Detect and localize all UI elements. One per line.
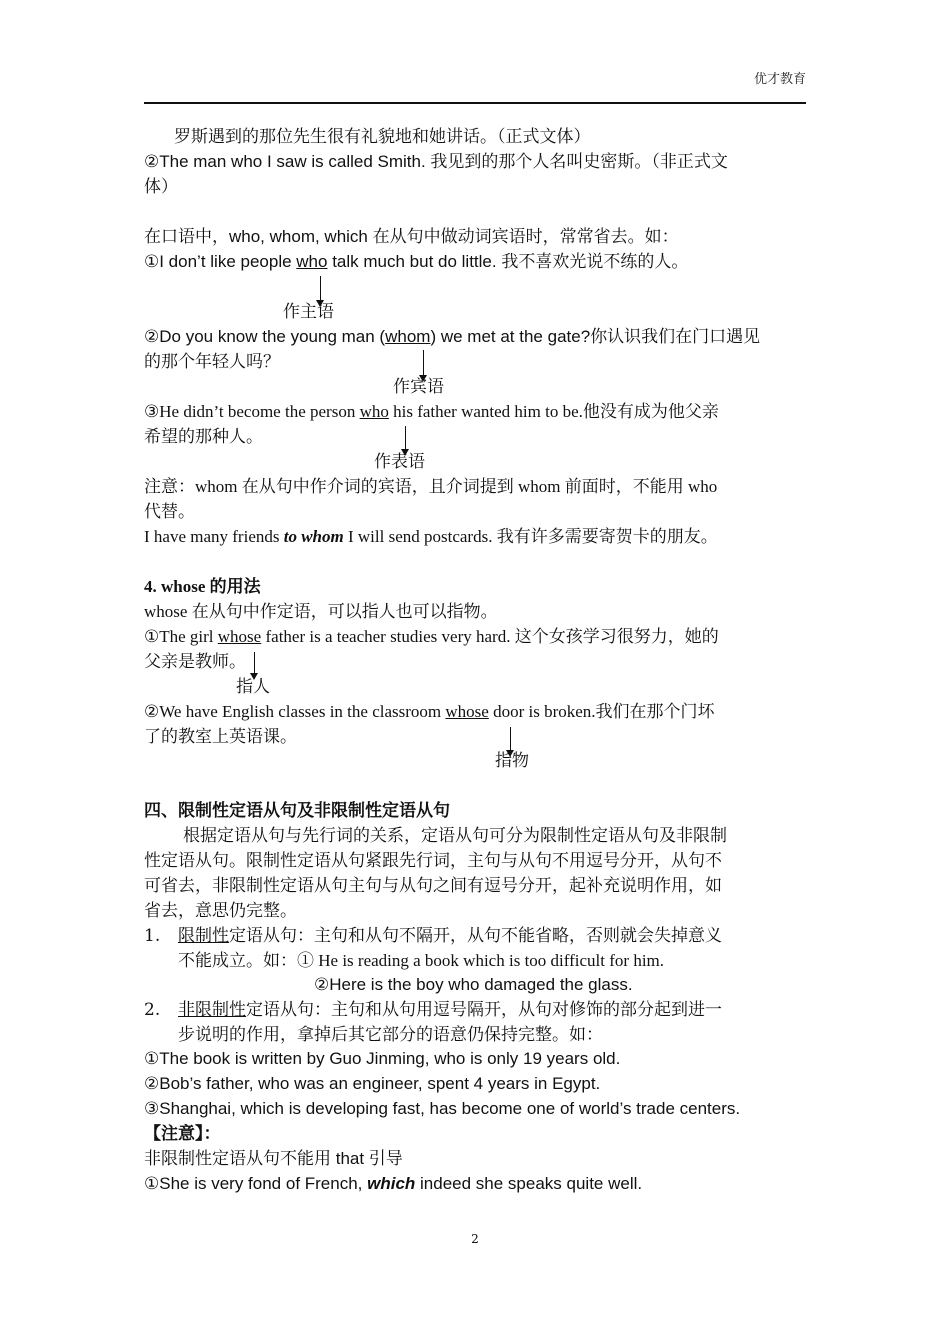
text-line: 父亲是教师。: [144, 652, 246, 672]
text-line: ②Here is the boy who damaged the glass.: [314, 975, 633, 994]
underlined-word: 限制性: [178, 926, 229, 946]
text-line: 根据定语从句与先行词的关系，定语从句可分为限制性定语从句及非限制: [183, 826, 727, 846]
example-line: ③Shanghai, which is developing fast, has become one of world’s trade centers.: [144, 1099, 741, 1118]
underlined-word: who: [296, 252, 328, 271]
header-title: 优才教育: [753, 72, 806, 87]
annotation-note: 作主语: [283, 302, 334, 322]
example-line: ②Do you know the young man (whom) we met at the gate?你认识我们在门口遇见: [144, 327, 761, 346]
text-line: 的那个年轻人吗？: [144, 352, 280, 372]
text-line: 可省去，非限制性定语从句主句与从句之间有逗号分开，起补充说明作用，如: [144, 876, 722, 896]
list-item: 限制性定语从句：主句和从句不隔开，从句不能省略，否则就会失掉意义: [178, 926, 722, 946]
annotation-note: 指物: [495, 751, 529, 771]
example-line: ①I don’t like people who talk much but do little. 我不喜欢光说不练的人。: [144, 252, 689, 271]
text-line: 步说明的作用，拿掉后其它部分的语意仍保持完整。如：: [178, 1025, 603, 1045]
list-item-number: 1.: [144, 926, 161, 946]
example-line: ③He didn’t become the person who his father wanted him to be.他没有成为他父亲: [144, 402, 719, 421]
example-line: ①She is very fond of French, which indeed she speaks quite well.: [144, 1174, 643, 1193]
example-line: ①The book is written by Guo Jinming, who is only 19 years old.: [144, 1049, 621, 1068]
list-item: 非限制性定语从句：主句和从句用逗号隔开，从句对修饰的部分起到进一: [178, 1000, 722, 1020]
header-rule: [144, 102, 806, 104]
example-line: ①The girl whose father is a teacher studies very hard. 这个女孩学习很努力，她的: [144, 627, 719, 646]
text-line: 注意：whom 在从句中作介词的宾语，且介词提到 whom 前面时，不能用 who: [144, 477, 718, 496]
annotation-note: 作表语: [374, 452, 425, 472]
text-line: 体）: [144, 177, 178, 197]
underlined-word: whose: [217, 627, 262, 646]
page-number: 2: [471, 1232, 479, 1246]
underlined-word: who: [359, 402, 389, 421]
annotation-note: 作宾语: [393, 377, 444, 397]
text-line: 性定语从句。限制性定语从句紧跟先行词，主句与从句不用逗号分开，从句不: [144, 851, 722, 871]
attention-heading: 【注意】：: [144, 1124, 221, 1144]
text-line: 希望的那种人。: [144, 427, 263, 447]
annotation-note: 指人: [236, 677, 270, 697]
section-heading: 四、限制性定语从句及非限制性定语从句: [144, 801, 450, 821]
example-line: ②Bob’s father, who was an engineer, spent 4 years in Egypt.: [144, 1074, 601, 1093]
list-item-number: 2.: [144, 1000, 161, 1020]
text-line: 在口语中，who, whom, which 在从句中做动词宾语时，常常省去。如：: [144, 227, 679, 246]
text-line: 罗斯遇到的那位先生很有礼貌地和她讲话。（正式文体）: [174, 127, 591, 147]
text-line: 代替。: [144, 502, 195, 522]
text-line: 不能成立。如：① He is reading a book which is too difficult for him.: [178, 951, 665, 970]
text-line: 了的教室上英语课。: [144, 727, 297, 747]
example-line: I have many friends to whom I will send postcards. 我有许多需要寄贺卡的朋友。: [144, 527, 718, 546]
section-heading: 4. whose 的用法: [144, 577, 261, 596]
underlined-word: whose: [445, 702, 489, 721]
text-line: 非限制性定语从句不能用 that 引导: [144, 1149, 403, 1168]
underlined-word: 非限制性: [178, 1000, 246, 1020]
underlined-word: whom: [385, 327, 431, 346]
text-line: ②The man who I saw is called Smith. 我见到的那个人名叫史密斯。（非正式文: [144, 152, 728, 171]
example-line: ②We have English classes in the classroom whose door is broken.我们在那个门坏: [144, 702, 715, 721]
text-line: whose 在从句中作定语，可以指人也可以指物。: [144, 602, 498, 621]
text-line: 省去，意思仍完整。: [144, 901, 297, 921]
